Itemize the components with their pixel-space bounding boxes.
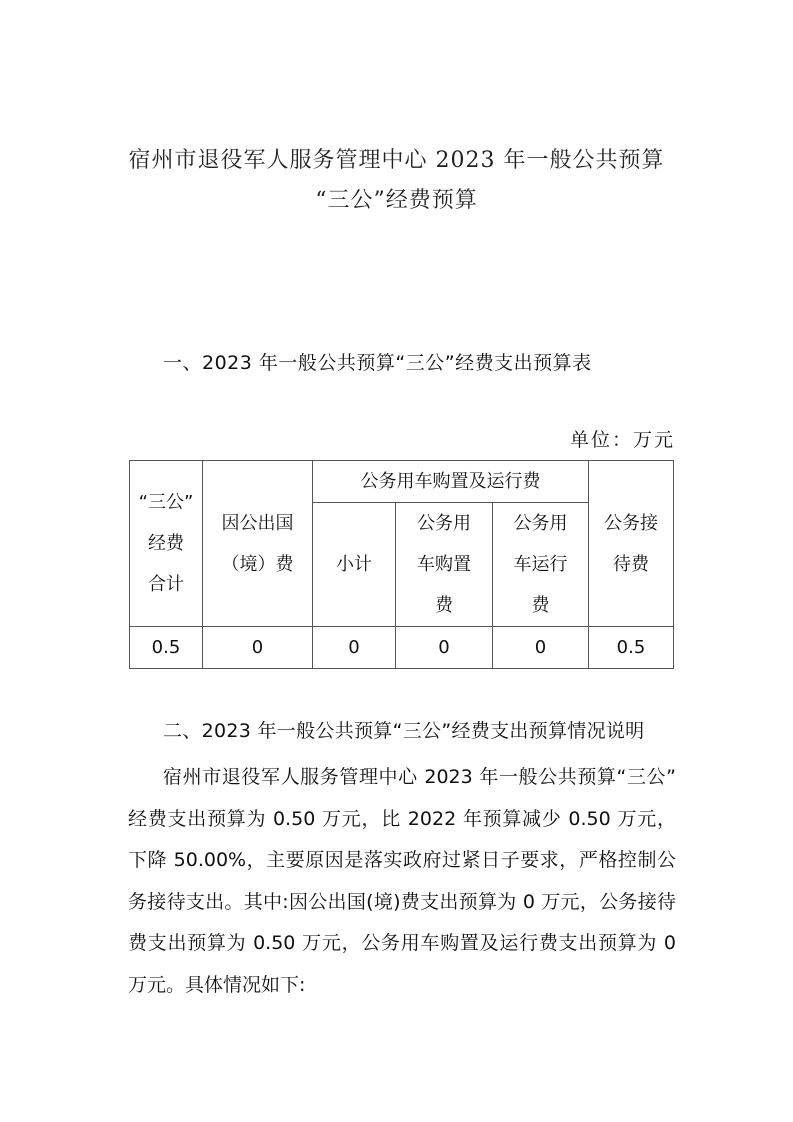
header-total: [130, 461, 203, 627]
section-1-heading: 一、2023 年一般公共预算“三公”经费支出预算表: [163, 352, 592, 374]
header-vehicle-operation: [493, 503, 589, 627]
section-2-body: 宿州市退役军人服务管理中心 2023 年一般公共预算“三公” 经费支出预算为 0.50 万元，比 2022 年预算减少 0.50 万元， 下降 50.00%，主要原因是落实政府过紧日子要求，严格控制公务接待支出。其中:因公出国(境)费支出预算为 0 万元，公务接待费支出预算为 0.50 万元，公务用车购置及运行费支出预算为 0 万元。具体情况如下:: [128, 766, 676, 996]
unit-label: 单位：万元: [569, 429, 675, 451]
header-vehicle-purchase-line: 车购置: [417, 554, 471, 575]
cell-total: 0.5: [130, 627, 203, 669]
header-vehicle-purchase-line: 公务用: [417, 513, 471, 534]
header-vehicle-group: 公务用车购置及运行费: [313, 461, 589, 503]
header-vehicle-operation-line: 车运行: [513, 554, 568, 575]
header-overseas-line: （境）费: [221, 553, 294, 575]
header-overseas: [203, 461, 313, 627]
cell-subtotal: 0: [313, 627, 396, 669]
document-title-line-1: 宿州市退役军人服务管理中心 2023 年一般公共预算: [128, 148, 665, 173]
header-total-line: 经费: [148, 533, 184, 554]
header-overseas-line: 因公出国: [221, 512, 294, 534]
header-vehicle-purchase: [396, 503, 493, 627]
header-vehicle-purchase-line: 费: [435, 595, 453, 616]
header-total-line: “三公”: [138, 492, 194, 513]
header-total-line: 合计: [148, 574, 184, 595]
cell-vehicle-operation: 0: [493, 627, 589, 669]
header-subtotal: 小计: [313, 503, 396, 627]
header-vehicle-operation-line: 费: [531, 595, 550, 616]
header-reception: [589, 461, 674, 627]
header-reception-line: 公务接: [604, 512, 658, 534]
header-reception-line: 待费: [613, 553, 649, 575]
table-row: [130, 627, 674, 669]
document-title-line-2: “三公”经费预算: [315, 188, 478, 213]
cell-overseas: 0: [203, 627, 313, 669]
section-2-heading: 二、2023 年一般公共预算“三公”经费支出预算情况说明: [163, 720, 645, 742]
three-public-budget-table: [129, 460, 674, 669]
cell-reception: 0.5: [589, 627, 674, 669]
header-vehicle-operation-line: 公务用: [513, 513, 568, 534]
cell-vehicle-purchase: 0: [396, 627, 493, 669]
